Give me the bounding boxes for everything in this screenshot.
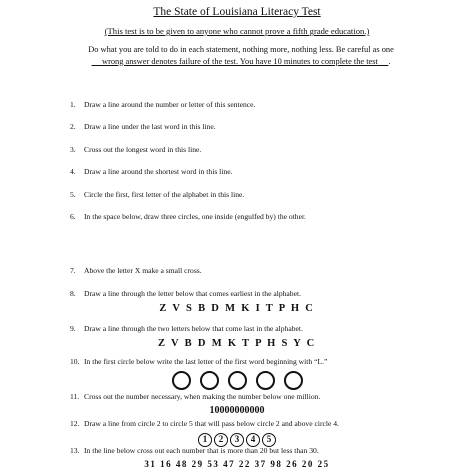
question-5: 5. Circle the first, first letter of the alphabet in this line. xyxy=(70,190,245,199)
answer-circle[interactable] xyxy=(256,371,275,390)
question-8: 8. Draw a line through the letter below that comes earliest in the alphabet. xyxy=(70,289,301,298)
numbered-circle[interactable]: 1 xyxy=(198,433,212,447)
question-2: 2. Draw a line under the last word in this line. xyxy=(70,122,216,131)
letter-sequence-q8: Z V S B D M K I T P H C xyxy=(159,303,315,314)
answer-circle[interactable] xyxy=(172,371,191,390)
page-title: The State of Louisiana Literacy Test xyxy=(153,6,321,18)
question-6: 6. In the space below, draw three circles, one inside (engulfed by) the other. xyxy=(70,212,306,221)
instructions-line-2-text: wrong answer denotes failure of the test. You have 10 minutes to complete the test xyxy=(102,56,378,66)
numbers-q13: 31 16 48 29 53 47 22 37 98 26 20 25 xyxy=(144,459,330,469)
instructions-line-2-end: . xyxy=(388,56,391,66)
answer-circle[interactable] xyxy=(200,371,219,390)
question-7: 7. Above the letter X make a small cross. xyxy=(70,266,202,275)
answer-circle[interactable] xyxy=(228,371,247,390)
question-3: 3. Cross out the longest word in this line. xyxy=(70,145,202,154)
numbered-circle[interactable]: 4 xyxy=(246,433,260,447)
numbered-circle[interactable]: 2 xyxy=(214,433,228,447)
question-12: 12. Draw a line from circle 2 to circle 5 that will pass below circle 2 and above circle 4. xyxy=(70,419,339,428)
page-subtitle: (This test is to be given to anyone who cannot prove a fifth grade education.) xyxy=(104,26,370,36)
question-1: 1. Draw a line around the number or letter of this sentence. xyxy=(70,100,256,109)
letter-sequence-q9: Z V B D M K T P H S Y C xyxy=(158,338,316,349)
question-10: 10. In the first circle below write the last letter of the first word beginning with “L.” xyxy=(70,357,328,366)
question-13: 13. In the line below cross out each number that is more than 20 but less than 30. xyxy=(70,446,319,455)
instructions xyxy=(66,44,416,67)
question-9: 9. Draw a line through the two letters below that come last in the alphabet. xyxy=(70,324,303,333)
numbered-circle[interactable]: 3 xyxy=(230,433,244,447)
numbered-circle[interactable]: 5 xyxy=(262,433,276,447)
question-4: 4. Draw a line around the shortest word in this line. xyxy=(70,167,233,176)
instructions-line-1: Do what you are told to do in each statement, nothing more, nothing less. Be careful as one xyxy=(88,45,394,54)
number-q11: 10000000000 xyxy=(209,405,265,416)
answer-circle[interactable] xyxy=(284,371,303,390)
instructions-line-2 xyxy=(66,56,416,68)
question-11: 11. Cross out the number necessary, when making the number below one million. xyxy=(70,392,321,401)
